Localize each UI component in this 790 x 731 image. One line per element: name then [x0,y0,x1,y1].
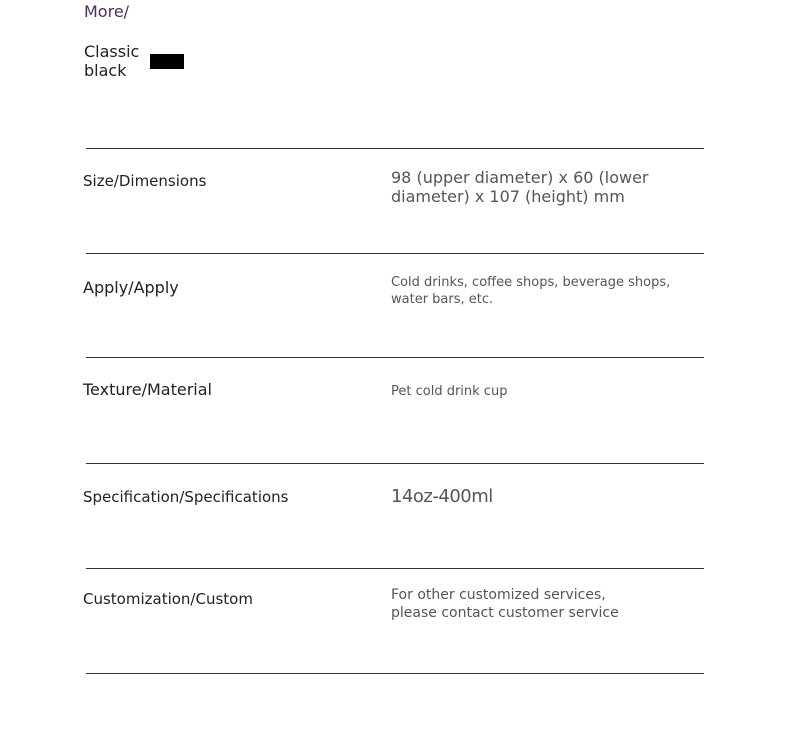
color-name: Classic black [84,42,140,80]
spec-label-custom: Customization/Custom [83,590,253,608]
color-option [84,42,184,80]
divider [86,463,704,464]
spec-label-specification: Specification/Specifications [83,488,289,506]
spec-label-material: Texture/Material [83,380,212,399]
spec-label-apply: Apply/Apply [83,278,179,297]
color-swatch [150,54,184,69]
spec-value-custom: For other customized services, please contact customer service [391,587,619,621]
divider [86,568,704,569]
more-label: More/ [84,2,130,21]
divider [86,357,704,358]
spec-value-specification: 14oz-400ml [391,486,493,507]
spec-value-size: 98 (upper diameter) x 60 (lower diameter) x 107 (height) mm [391,168,649,206]
spec-label-size: Size/Dimensions [83,172,207,190]
divider [86,673,704,674]
spec-value-material: Pet cold drink cup [391,384,508,399]
header [84,2,129,22]
spec-value-apply: Cold drinks, coffee shops, beverage shops, water bars, etc. [391,275,671,307]
divider [86,253,704,254]
divider [86,148,704,149]
